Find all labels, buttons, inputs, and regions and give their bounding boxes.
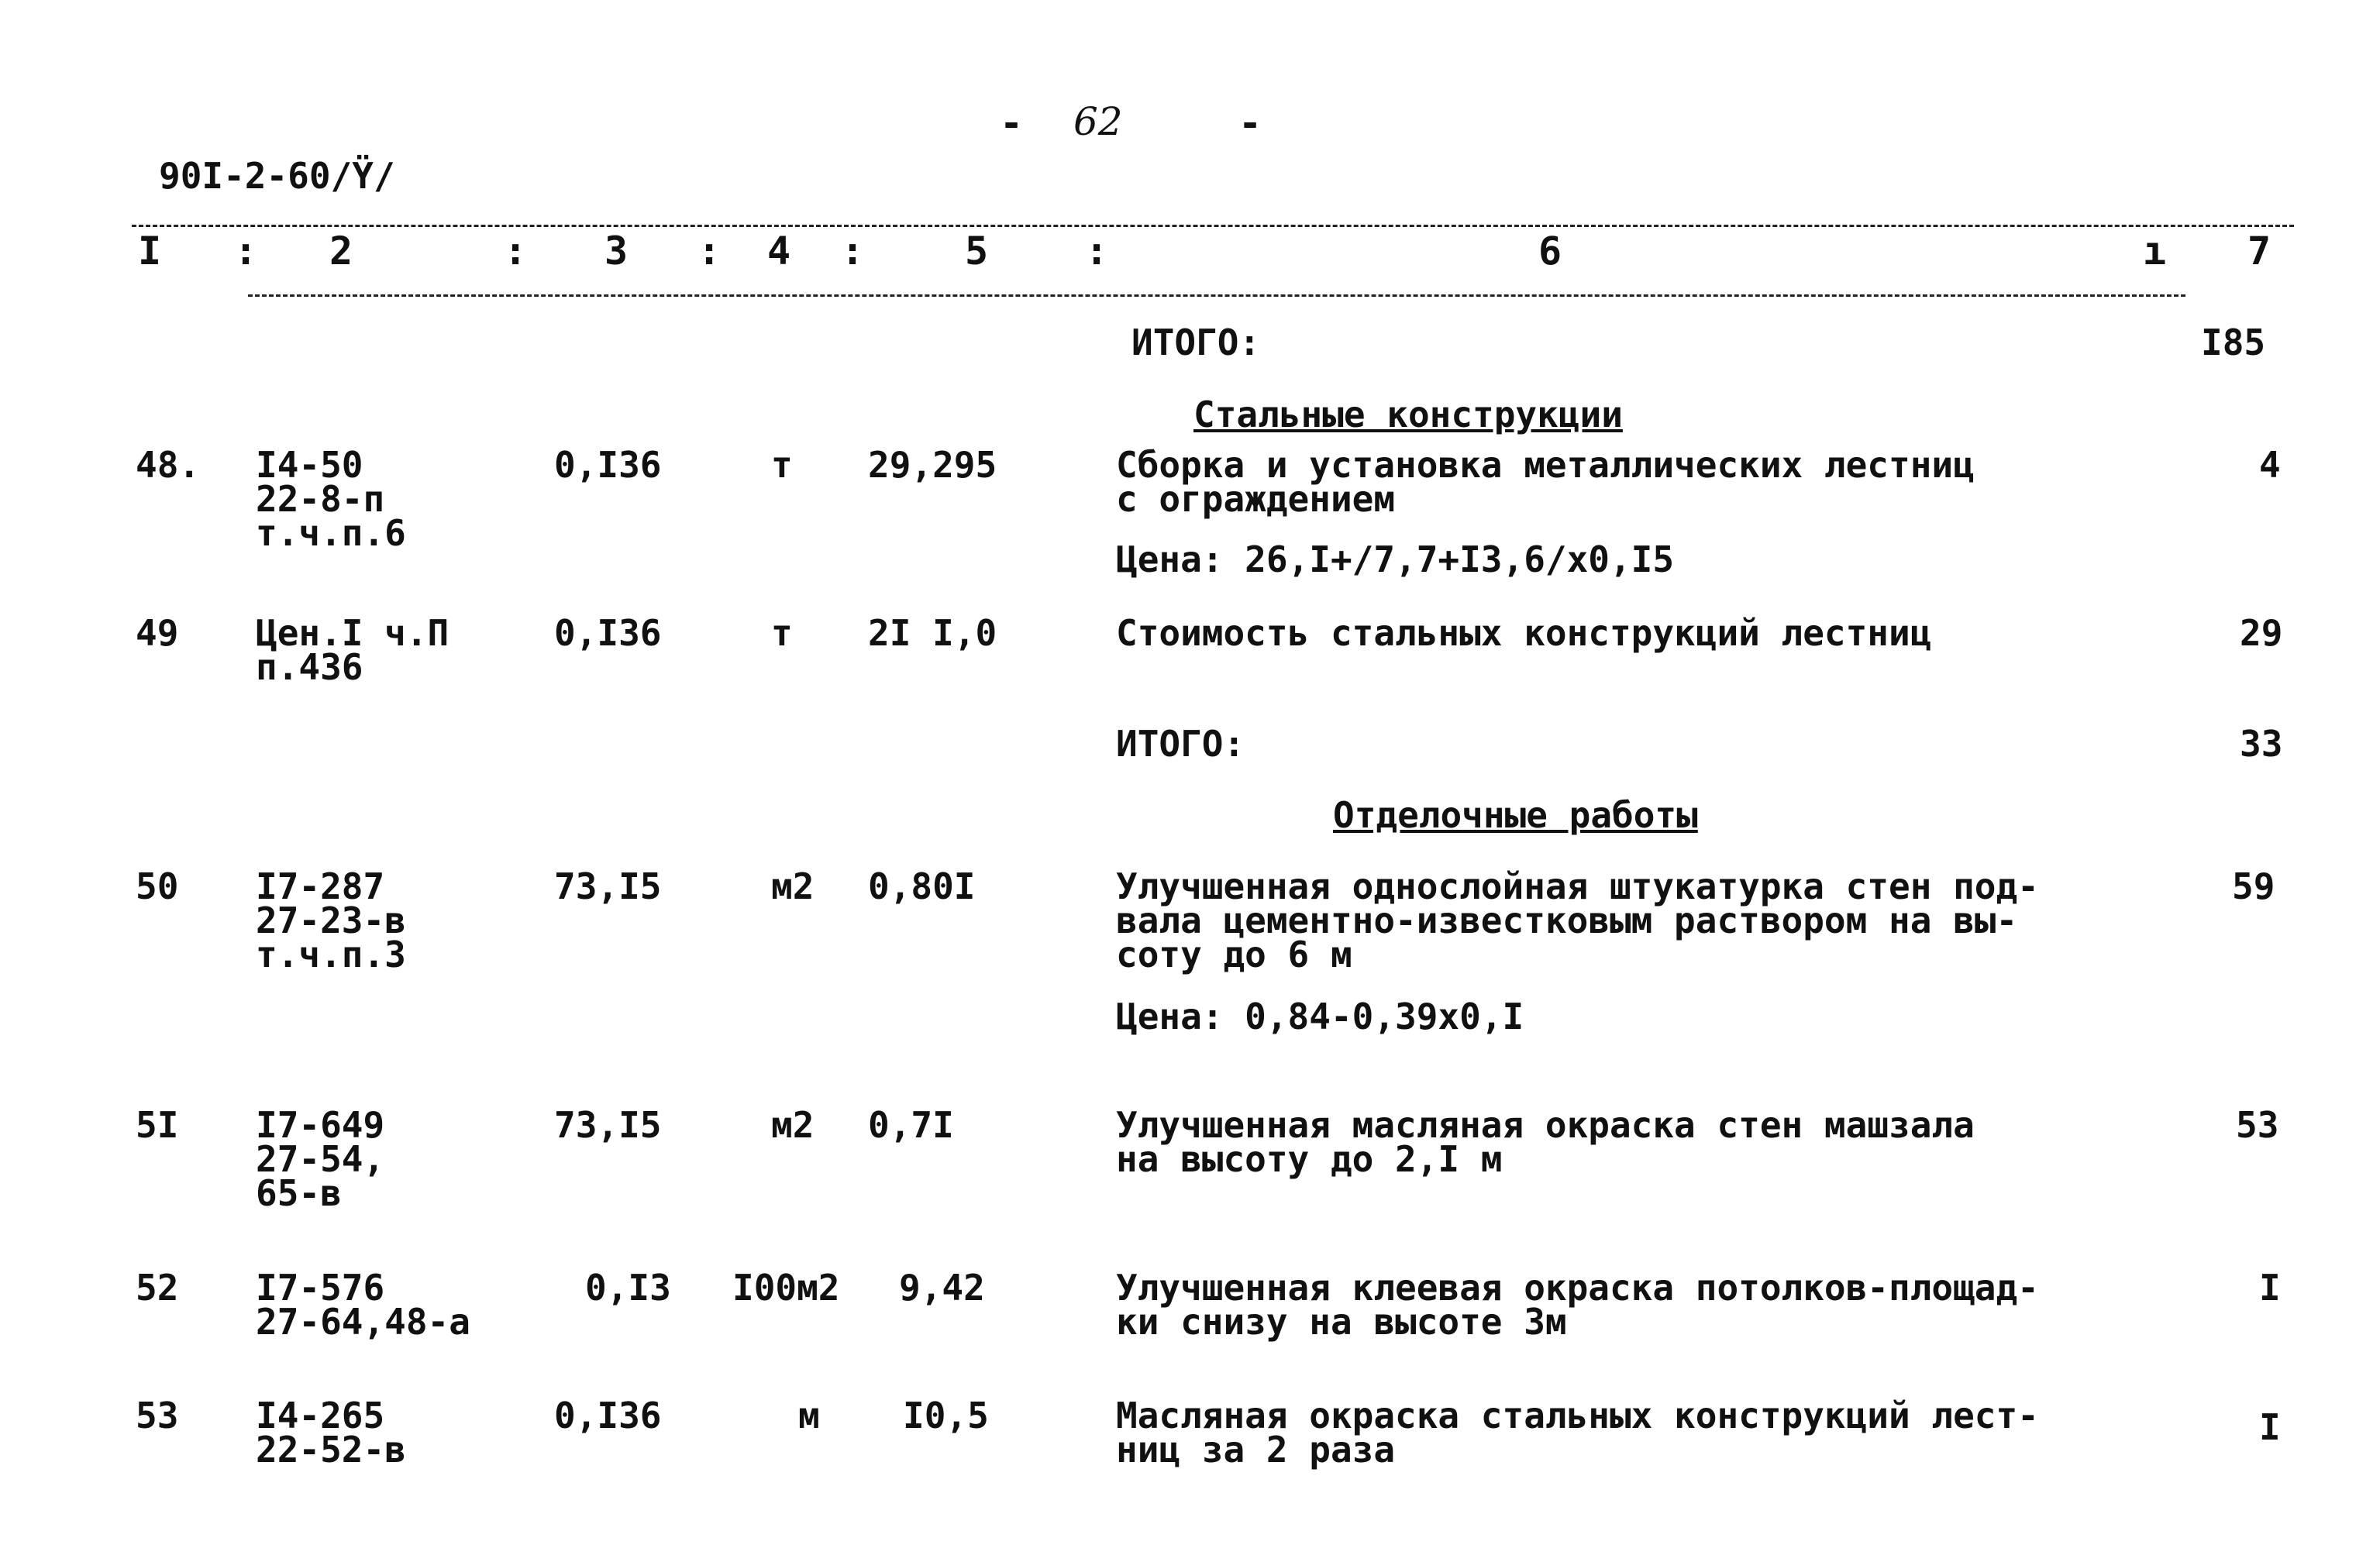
col-header-7: 7 [2247, 229, 2272, 274]
row-code: I4-265 22-52-в [256, 1395, 406, 1471]
col-separator: : [841, 229, 865, 274]
row-unit: т [771, 444, 793, 486]
row-description: Масляная окраска стальных конструкций лест- ниц за 2 раза [1116, 1395, 2039, 1471]
row-description: Сборка и установка металлических лестниц с ограждением [1116, 444, 1975, 520]
row-total: 59 [2232, 865, 2275, 907]
total-value: I85 [2201, 322, 2266, 363]
row-price: 2I I,0 [868, 612, 997, 654]
row-quantity: 0,I36 [554, 444, 662, 486]
row-unit: м2 [771, 1104, 815, 1146]
header-bottom-rule [248, 294, 2185, 297]
col-header-1: I [138, 229, 162, 274]
row-quantity: 0,I36 [554, 1395, 662, 1436]
col-header-6: 6 [1538, 229, 1562, 274]
row-code: I7-576 27-64,48-а [256, 1267, 470, 1343]
total-value: 33 [2240, 723, 2283, 765]
section-title-steel: Стальные конструкции [1193, 394, 1623, 435]
row-description: Стоимость стальных конструкций лестниц [1116, 612, 1932, 654]
row-total: I [2259, 1267, 2281, 1309]
total-label: ИТОГО: [1116, 723, 1245, 765]
row-code: Цен.I ч.П п.436 [256, 612, 449, 688]
row-code: I4-50 22-8-п т.ч.п.6 [256, 444, 406, 554]
row-total: I [2259, 1406, 2281, 1448]
row-price: I0,5 [903, 1395, 989, 1436]
document-code: 90I-2-60/Ϋ/ [159, 155, 395, 197]
page-number-dash-left: - [1000, 101, 1024, 146]
row-unit: I00м2 [732, 1267, 840, 1309]
row-number: 50 [136, 865, 179, 907]
row-total: 4 [2259, 444, 2281, 486]
row-number: 52 [136, 1267, 179, 1309]
col-header-4: 4 [767, 229, 791, 274]
col-separator: : [234, 229, 258, 274]
col-separator: : [697, 229, 722, 274]
row-price-note: Цена: 26,I+/7,7+I3,6/x0,I5 [1116, 538, 1675, 580]
col-header-2: 2 [329, 229, 353, 274]
row-description: Улучшенная однослойная штукатурка стен под- вала цементно-известковым раствором на вы- соту до 6 м [1116, 865, 2039, 975]
row-number: 5I [136, 1104, 179, 1146]
row-quantity: 0,I36 [554, 612, 662, 654]
row-code: I7-287 27-23-в т.ч.п.3 [256, 865, 406, 975]
page-number-dash-right: - [1238, 101, 1262, 146]
col-header-3: 3 [604, 229, 629, 274]
section-title-finishing: Отделочные работы [1333, 794, 1698, 836]
row-number: 48. [136, 444, 201, 486]
page-number: 62 [1073, 99, 1123, 144]
row-number: 53 [136, 1395, 179, 1436]
row-price: 9,42 [899, 1267, 985, 1309]
col-separator: : [504, 229, 528, 274]
col-header-5: 5 [965, 229, 989, 274]
col-separator: : [1085, 229, 1109, 274]
row-description: Улучшенная клеевая окраска потолков-площад- ки снизу на высоте 3м [1116, 1267, 2039, 1343]
row-total: 29 [2240, 612, 2283, 654]
total-label: ИТОГО: [1131, 322, 1261, 363]
row-unit: м2 [771, 865, 815, 907]
row-number: 49 [136, 612, 179, 654]
col-separator: ı [2143, 229, 2167, 274]
row-price-note: Цена: 0,84-0,39x0,I [1116, 996, 1524, 1037]
row-quantity: 73,I5 [554, 865, 662, 907]
row-total: 53 [2236, 1104, 2279, 1146]
row-price: 29,295 [868, 444, 997, 486]
row-price: 0,80I [868, 865, 976, 907]
row-unit: т [771, 612, 793, 654]
row-price: 0,7I [868, 1104, 954, 1146]
row-description: Улучшенная масляная окраска стен машзала на высоту до 2,I м [1116, 1104, 1975, 1180]
header-top-rule [132, 225, 2294, 227]
row-unit: м [798, 1395, 820, 1436]
row-quantity: 0,I3 [585, 1267, 671, 1309]
row-quantity: 73,I5 [554, 1104, 662, 1146]
row-code: I7-649 27-54, 65-в [256, 1104, 385, 1214]
